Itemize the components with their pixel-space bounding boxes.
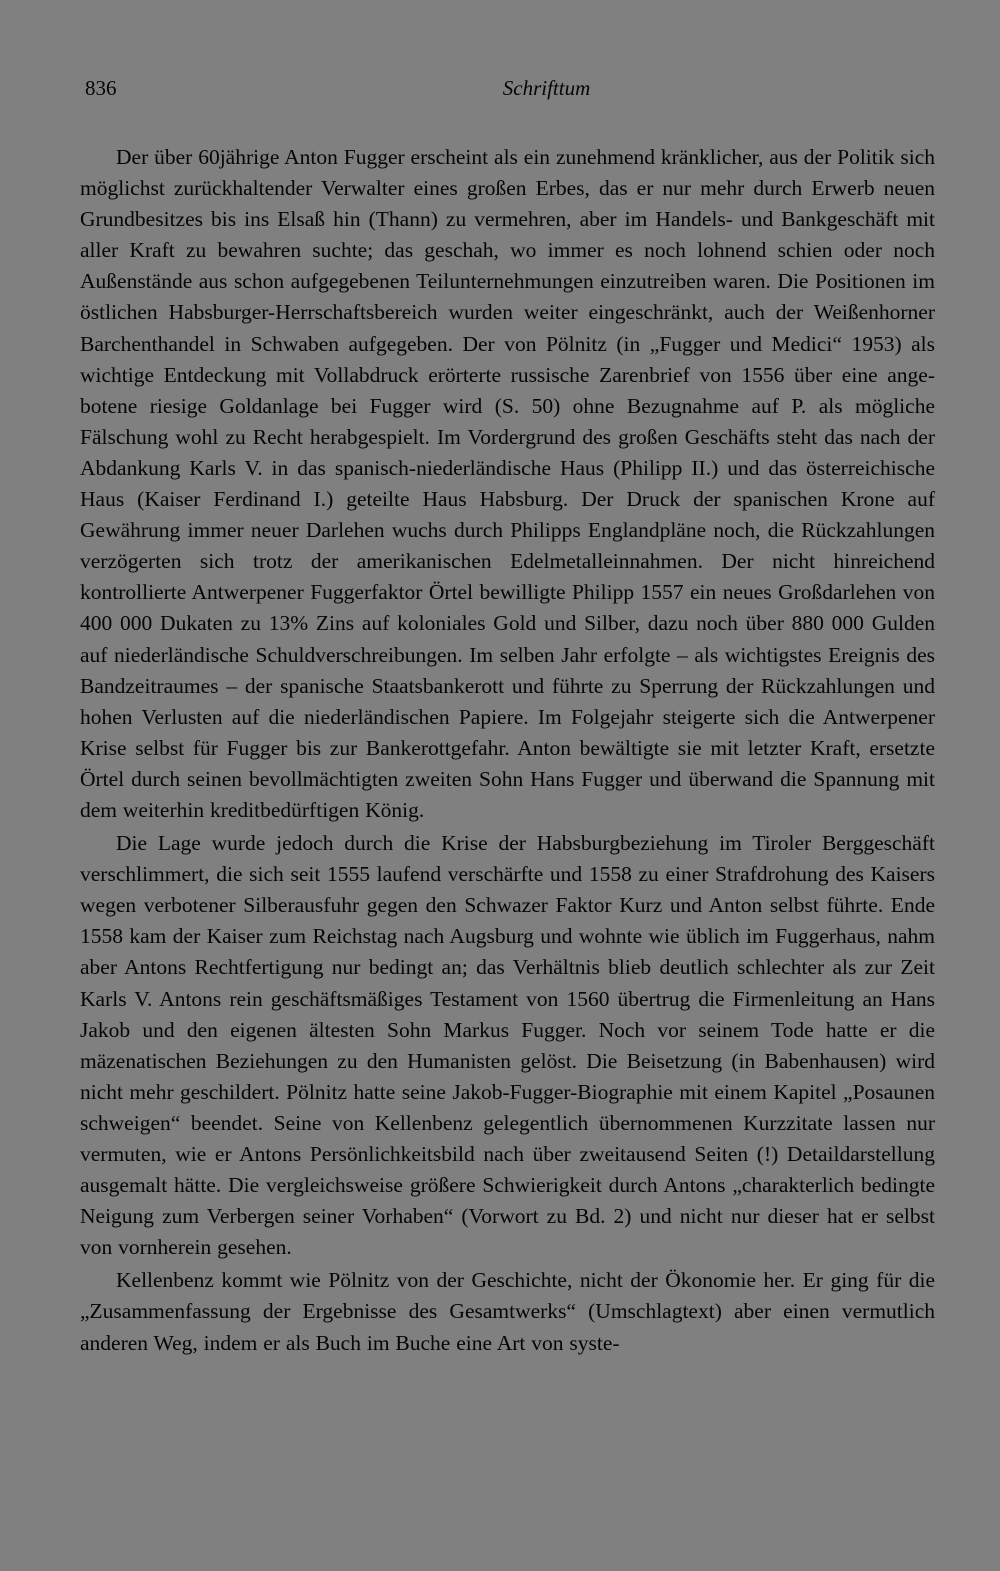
page-number: 836 — [85, 76, 117, 100]
book-page — [80, 76, 935, 1359]
body-text — [80, 142, 935, 1359]
running-head — [80, 76, 935, 110]
paragraph-1: Der über 60jährige Anton Fugger erscheint als ein zunehmend kränklicher, aus der Politik sich möglichst zurückhaltender Verwalter eines großen Erbes, das er nur mehr durch Erwerb neuen Grundbesitzes bis ins Elsaß hin (Thann) zu vermehren, aber im Handels- und Bankgeschäft mit aller Kraft zu bewahren suchte; das geschah, wo immer es noch lohnend schien oder noch Außenstände aus schon aufgegebenen Teilunternehmungen einzutreiben waren. Die Positionen im östlichen Habsburger-Herrschaftsbereich wurden weiter eingeschränkt, auch der Weißenhorner Barchenthandel in Schwaben aufgegeben. Der von Pölnitz (in „Fugger und Medici“ 1953) als wichtige Entdeckung mit Vollabdruck erörterte russische Zarenbrief von 1556 über eine angebotene riesige Goldanlage bei Fugger wird (S. 50) ohne Bezugnahme auf P. als mögliche Fälschung wohl zu Recht herabgespielt. Im Vordergrund des großen Geschäfts steht das nach der Abdankung Karls V. in das spanisch-niederländische Haus (Philipp II.) und das österreichische Haus (Kaiser Ferdinand I.) geteilte Haus Habsburg. Der Druck der spanischen Krone auf Gewährung immer neuer Darlehen wuchs durch Philipps Englandpläne noch, die Rückzahlungen verzögerten sich trotz der amerikanischen Edelmetalleinnahmen. Der nicht hinreichend kontrollierte Antwerpener Fuggerfaktor Örtel bewilligte Philipp 1557 ein neues Großdarlehen von 400 000 Dukaten zu 13% Zins auf koloniales Gold und Silber, dazu noch über 880 000 Gulden auf niederländische Schuldverschreibungen. Im selben Jahr erfolgte – als wichtigstes Ereignis des Bandzeitraumes – der spanische Staatsbankerott und führte zu Sperrung der Rückzahlungen und hohen Verlusten auf die niederländischen Papiere. Im Folgejahr steigerte sich die Antwerpener Krise selbst für Fugger bis zur Bankerottgefahr. Anton bewältigte sie mit letzter Kraft, ersetzte Örtel durch seinen bevollmächtigten zweiten Sohn Hans Fugger und überwand die Spannung mit dem weiterhin kreditbedürftigen König. — [80, 145, 935, 822]
running-title: Schrifttum — [502, 76, 591, 100]
paragraph-3: Kellenbenz kommt wie Pölnitz von der Geschichte, nicht der Ökonomie her. Er ging für die „Zusammenfassung der Ergebnisse des Gesamtwerks“ (Umschlagtext) aber einen vermutlich anderen Weg, indem er als Buch im Buche eine Art von syste- — [80, 1268, 935, 1355]
paragraph-2: Die Lage wurde jedoch durch die Krise der Habsburgbeziehung im Tiroler Berggeschäft verschlimmert, die sich seit 1555 laufend verschärfte und 1558 zu einer Strafdrohung des Kaisers wegen verbotener Silberausfuhr gegen den Schwazer Faktor Kurz und Anton selbst führte. Ende 1558 kam der Kaiser zum Reichstag nach Augsburg und wohnte wie üblich im Fuggerhaus, nahm aber Antons Rechtfertigung nur bedingt an; das Verhältnis blieb deutlich schlechter als zur Zeit Karls V. Antons rein geschäftsmäßiges Testament von 1560 übertrug die Firmenleitung an Hans Jakob und den eigenen ältesten Sohn Markus Fugger. Noch vor seinem Tode hatte er die mäzenatischen Beziehungen zu den Humanisten gelöst. Die Beisetzung (in Babenhausen) wird nicht mehr geschildert. Pölnitz hatte seine Jakob-Fugger-Biographie mit einem Kapitel „Posaunen schweigen“ beendet. Seine von Kellenbenz gelegentlich übernommenen Kurzzitate lassen nur vermuten, wie er Antons Persönlichkeitsbild nach über zweitausend Seiten (!) Detaildarstellung ausgemalt hätte. Die vergleichsweise größere Schwierigkeit durch Antons „charakterlich bedingte Neigung zum Verbergen seiner Vorhaben“ (Vorwort zu Bd. 2) und nicht nur dieser hat er selbst von vornherein gesehen. — [80, 831, 935, 1260]
